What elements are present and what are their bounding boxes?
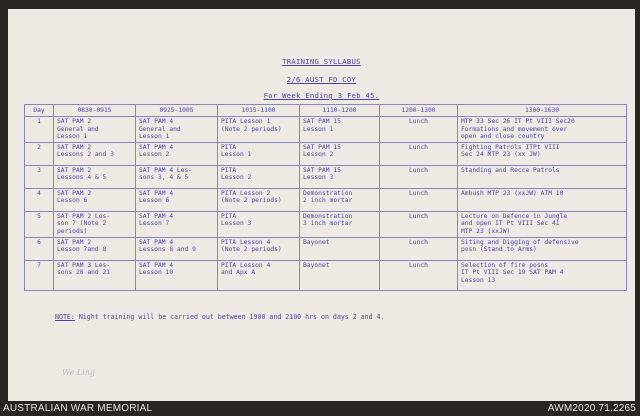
table-header-row [25, 105, 627, 117]
table-cell: Bayonet [300, 260, 380, 290]
table-cell: PITA Lesson 2 [218, 165, 300, 188]
table-cell: Lunch [380, 142, 458, 165]
table-cell: Siting and Digging of defensive posn (Stand to Arms) [458, 237, 627, 260]
table-cell: Ambush MTP 23 (xxJW) ATM 10 [458, 188, 627, 211]
table-cell: SAT PAM 2 Les- son 7 (Note 2 periods) [54, 211, 136, 237]
table-row [25, 188, 627, 211]
table-cell: Selection of fire posns IT Pt VIII Sec 19 SAT PAM 4 Lesson 13 [458, 260, 627, 290]
day-cell: 2 [25, 142, 54, 165]
table-cell: Fighting Patrols ITPt VIII Sec 24 MTP 23 (xx JW) [458, 142, 627, 165]
night-training-note [55, 313, 385, 321]
table-cell: PITA Lesson 2 (Note 2 periods) [218, 188, 300, 211]
day-cell: 5 [25, 211, 54, 237]
table-cell: SAT PAM 4 Lesson 7 [136, 211, 218, 237]
column-header: 0830-0915 [54, 105, 136, 117]
table-body [25, 117, 627, 291]
footer-source: AUSTRALIAN WAR MEMORIAL [3, 403, 153, 414]
table-row [25, 237, 627, 260]
table-cell: SAT PAM 4 Lessons 8 and 9 [136, 237, 218, 260]
note-label: NOTE: [55, 313, 75, 321]
table-cell: PITA Lesson 4 (Note 2 periods) [218, 237, 300, 260]
footer-accession-number: AWM2020.71.2265 [547, 403, 636, 414]
day-cell: 7 [25, 260, 54, 290]
table-cell: Lecture on Defence in Jungle and open IT Pt VIII Sec 41 MTP 23 (xxJW) [458, 211, 627, 237]
table-cell: SAT PAM 4 Lesson 6 [136, 188, 218, 211]
table-cell: PITA Lesson 1 [218, 142, 300, 165]
column-header: 0925-1005 [136, 105, 218, 117]
document-title: TRAINING SYLLABUS [282, 57, 361, 66]
column-header: 1200-1300 [380, 105, 458, 117]
table-cell: Lunch [380, 211, 458, 237]
table-cell: Bayonet [300, 237, 380, 260]
table-cell: SAT PAM 4 Les- sons 3, 4 & 5 [136, 165, 218, 188]
table-cell: SAT PAM 3 Les- sons 20 and 21 [54, 260, 136, 290]
column-header: 1015-1100 [218, 105, 300, 117]
table-cell: SAT PAM 2 General and Lesson 1 [54, 117, 136, 143]
handwritten-annotation: We Ling [62, 368, 95, 377]
table-cell: SAT PAM 15 Lesson 3 [300, 165, 380, 188]
day-cell: 1 [25, 117, 54, 143]
table-cell: SAT PAM 4 General and Lesson 1 [136, 117, 218, 143]
table-row [25, 165, 627, 188]
column-header: Day [25, 105, 54, 117]
table-row [25, 211, 627, 237]
table-cell: PITA Lesson 3 [218, 211, 300, 237]
table-cell: MTP 33 Sec 26 IT Pt VIII Sec20 Formations and movement over open and close country [458, 117, 627, 143]
table-cell: PITA Lesson 4 and Apx A [218, 260, 300, 290]
table-cell: SAT PAM 2 Lessons 4 & 5 [54, 165, 136, 188]
table-cell: Standing and Recce Patrols [458, 165, 627, 188]
note-text: Night training will be carried out between 1900 and 2100 hrs on days 2 and 4. [74, 313, 385, 321]
week-ending: For Week Ending 3 Feb 45. [263, 91, 380, 100]
table-row [25, 260, 627, 290]
table-cell: SAT PAM 4 Lesson 2 [136, 142, 218, 165]
syllabus-table [24, 104, 627, 291]
table-cell: Lunch [380, 165, 458, 188]
table-cell: Lunch [380, 117, 458, 143]
unit-name: 2/6 AUST FD COY [286, 75, 357, 84]
table-cell: SAT PAM 4 Lesson 10 [136, 260, 218, 290]
table-cell: SAT PAM 2 Lesson 6 [54, 188, 136, 211]
table-cell: Lunch [380, 237, 458, 260]
table-cell: SAT PAM 15 Lesson 1 [300, 117, 380, 143]
column-header: 1110-1200 [300, 105, 380, 117]
table-cell: SAT PAM 2 Lesson 7and 8 [54, 237, 136, 260]
table-row [25, 142, 627, 165]
table-cell: SAT PAM 2 Lessons 2 and 3 [54, 142, 136, 165]
table-row [25, 117, 627, 143]
table-cell: Demonstration 2 inch mortar [300, 188, 380, 211]
table-cell: Demonstration 3 inch mortar [300, 211, 380, 237]
day-cell: 3 [25, 165, 54, 188]
column-header: 1300-1630 [458, 105, 627, 117]
table-cell: SAT PAM 15 Lesson 2 [300, 142, 380, 165]
table-cell: Lunch [380, 260, 458, 290]
table-cell: Lunch [380, 188, 458, 211]
day-cell: 6 [25, 237, 54, 260]
day-cell: 4 [25, 188, 54, 211]
table-cell: PITA Lesson 1 (Note 2 periods) [218, 117, 300, 143]
